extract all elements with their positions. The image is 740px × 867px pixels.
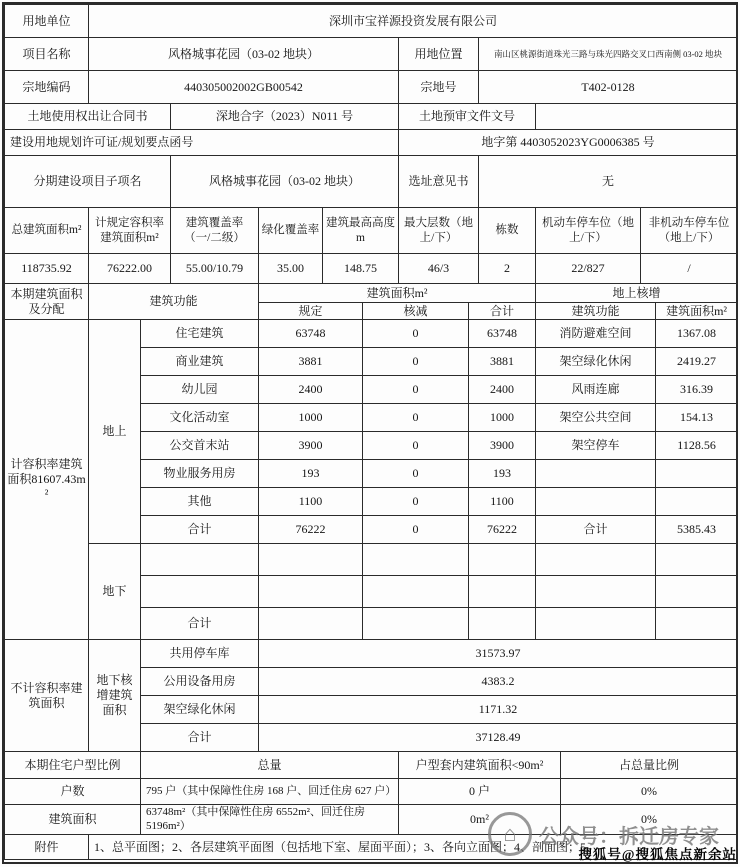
empty-cell [656,576,738,608]
subproject-label: 分期建设项目子项名 [5,156,171,208]
housing-ratio-value: 0% [561,779,738,805]
stat-value-coverage: 55.00/10.79 [171,254,259,284]
land-contract-value: 深地合字（2023）N011 号 [171,104,399,130]
empty-cell [536,576,656,608]
land-unit-label: 用地单位 [5,5,89,38]
siting-opinion-value: 无 [479,156,738,208]
parcel-no-value: T402-0128 [479,71,738,104]
stat-value-parking: 22/827 [536,254,641,284]
area-header: 建筑面积m² [259,284,536,303]
above-ground-label: 地上 [89,320,141,544]
area-allocation-table [4,283,738,640]
table-row [5,640,738,668]
bonus-header: 地上核增 [536,284,738,303]
attachment-value: 1、总平面图；2、各层建筑平面图（包括地下室、屋面平面）；3、各向立面图；4、剖面图；5、 [89,835,738,860]
empty-cell [141,544,259,576]
stat-value-gfa: 118735.92 [5,254,89,284]
deducted-area: 0 [363,488,469,516]
bonus-area: 2419.27 [656,348,738,376]
bonus-function-name: 架空停车 [536,432,656,460]
area-value: 1171.32 [259,696,738,724]
stat-header-bike-parking: 非机动车停车位（地上/下） [641,208,738,254]
bonus-area [656,488,738,516]
land-contract-label: 土地使用权出让合同书 [5,104,171,130]
col-total: 合计 [469,303,536,320]
land-unit-value: 深圳市宝祥源投资发展有限公司 [89,5,738,38]
function-name: 其他 [141,488,259,516]
stat-value-blocks: 2 [479,254,536,284]
function-header: 建筑功能 [89,284,259,320]
empty-cell [656,544,738,576]
housing-col-ratio: 占总量比例 [561,752,738,779]
empty-cell [363,608,469,640]
project-name-value: 风格城事花园（03-02 地块） [89,38,399,71]
function-name: 文化活动室 [141,404,259,432]
empty-cell [469,544,536,576]
empty-cell [656,608,738,640]
function-name: 公用设备用房 [141,668,259,696]
project-name-label: 项目名称 [5,38,89,71]
function-name: 架空绿化休闲 [141,696,259,724]
housing-section-label: 本期住宅户型比例 [5,752,141,779]
bonus-function-header: 建筑功能 [536,303,656,320]
regulated-area: 2400 [259,376,363,404]
total-area: 3881 [469,348,536,376]
housing-header-row [5,752,738,779]
stat-value-bike-parking: / [641,254,738,284]
bonus-area: 154.13 [656,404,738,432]
gongzhonghao-logo-icon: ⌂ [488,812,532,856]
empty-cell [363,544,469,576]
below-bonus-group-label: 地下核增建筑面积 [89,640,141,752]
area-value: 4383.2 [259,668,738,696]
deducted-area: 0 [363,348,469,376]
stat-header-greenery: 绿化覆盖率 [259,208,323,254]
stat-value-far-gfa: 76222.00 [89,254,171,284]
sohu-watermark: 搜狐号@搜狐焦点新余站 [578,847,737,862]
table-row [5,779,738,805]
bonus-function-name: 合计 [536,516,656,544]
table-row [5,104,738,130]
regulated-area: 3881 [259,348,363,376]
bonus-area: 1128.56 [656,432,738,460]
stat-header-gfa: 总建筑面积m² [5,208,89,254]
alloc-section-label: 本期建筑面积及分配 [5,284,89,320]
planning-permit-label: 建设用地规划许可证/规划要点函号 [5,130,399,156]
stat-value-storeys: 46/3 [399,254,479,284]
deducted-area: 0 [363,404,469,432]
bonus-area-header: 建筑面积m² [656,303,738,320]
table-row [5,544,738,576]
empty-cell [259,576,363,608]
regulated-area: 76222 [259,516,363,544]
function-name: 幼儿园 [141,376,259,404]
stat-header-far-gfa: 计规定容积率建筑面积m² [89,208,171,254]
housing-row-label: 户数 [5,779,141,805]
table-row [5,130,738,156]
deducted-area: 0 [363,432,469,460]
bonus-area: 5385.43 [656,516,738,544]
regulated-area: 63748 [259,320,363,348]
subproject-value: 风格城事花园（03-02 地块） [171,156,399,208]
housing-total-value: 63748m²（其中保障性住房 6552m²、回迁住房 5196m²） [141,805,399,835]
stat-header-blocks: 栋数 [479,208,536,254]
attachment-label: 附件 [5,835,89,860]
empty-cell [363,576,469,608]
stat-header-height: 建筑最高高度 m [323,208,399,254]
regulated-area: 1000 [259,404,363,432]
bonus-area: 316.39 [656,376,738,404]
function-name: 住宅建筑 [141,320,259,348]
function-name: 合计 [141,724,259,752]
empty-cell [141,576,259,608]
non-far-section-label: 不计容积率建筑面积 [5,640,89,752]
regulated-area: 1100 [259,488,363,516]
total-area: 63748 [469,320,536,348]
bonus-area [656,460,738,488]
stat-value-greenery: 35.00 [259,254,323,284]
housing-small-value: 0 户 [399,779,561,805]
area-value: 31573.97 [259,640,738,668]
empty-cell [536,544,656,576]
housing-total-value: 795 户（其中保障性住房 168 户、回迁住房 627 户） [141,779,399,805]
gongzhonghao-text: 公众号：拆迁房专家 [539,825,719,848]
empty-cell [259,544,363,576]
col-regulated: 规定 [259,303,363,320]
bonus-function-name: 消防避难空间 [536,320,656,348]
empty-cell [469,576,536,608]
table-row [5,156,738,208]
area-value: 37128.49 [259,724,738,752]
total-area: 193 [469,460,536,488]
empty-cell [469,608,536,640]
table-row [5,5,738,38]
bonus-area: 1367.08 [656,320,738,348]
total-area: 76222 [469,516,536,544]
document-frame [2,2,738,864]
empty-cell [536,608,656,640]
stat-header-parking: 机动车停车位（地上/下） [536,208,641,254]
below-ground-label: 地下 [89,544,141,640]
parcel-code-label: 宗地编码 [5,71,89,104]
stat-value-height: 148.75 [323,254,399,284]
housing-row-label: 建筑面积 [5,805,141,835]
housing-small-value: 0m² [399,805,561,835]
bonus-function-name [536,460,656,488]
total-area: 3900 [469,432,536,460]
table-row [5,38,738,71]
function-name: 公交首末站 [141,432,259,460]
planning-permit-value: 地字第 4403052023YG0006385 号 [399,130,738,156]
non-far-table [4,639,738,752]
parcel-code-value: 440305002002GB00542 [89,71,399,104]
housing-col-total: 总量 [141,752,399,779]
far-area-label: 计容积率建筑面积81607.43m² [5,320,89,640]
bonus-function-name: 风雨连廊 [536,376,656,404]
top-info-table [4,4,738,284]
function-name: 共用停车库 [141,640,259,668]
empty-cell [259,608,363,640]
bonus-function-name [536,488,656,516]
housing-ratio-value: 0% [561,805,738,835]
regulated-area: 3900 [259,432,363,460]
table-row [5,320,738,348]
siting-opinion-label: 选址意见书 [399,156,479,208]
regulated-area: 193 [259,460,363,488]
table-row [5,71,738,104]
stats-value-row [5,254,738,284]
preaudit-doc-label: 土地预审文件文号 [399,104,536,130]
alloc-header-row-1 [5,284,738,303]
function-name: 物业服务用房 [141,460,259,488]
total-area: 2400 [469,376,536,404]
location-label: 用地位置 [399,38,479,71]
deducted-area: 0 [363,460,469,488]
housing-col-small-units: 户型套内建筑面积<90m² [399,752,561,779]
bonus-function-name: 架空公共空间 [536,404,656,432]
col-deducted: 核减 [363,303,469,320]
function-name: 合计 [141,516,259,544]
preaudit-doc-value [536,104,738,130]
below-total-label: 合计 [141,608,259,640]
function-name: 商业建筑 [141,348,259,376]
bonus-function-name: 架空绿化休闲 [536,348,656,376]
deducted-area: 0 [363,376,469,404]
deducted-area: 0 [363,516,469,544]
total-area: 1000 [469,404,536,432]
deducted-area: 0 [363,320,469,348]
stat-header-coverage: 建筑覆盖率（一/二级） [171,208,259,254]
stats-header-row [5,208,738,254]
stat-header-storeys: 最大层数（地上/下） [399,208,479,254]
total-area: 1100 [469,488,536,516]
parcel-no-label: 宗地号 [399,71,479,104]
location-value: 南山区桃源街道珠光三路与珠光四路交叉口西南侧 03-02 地块 [479,38,738,71]
